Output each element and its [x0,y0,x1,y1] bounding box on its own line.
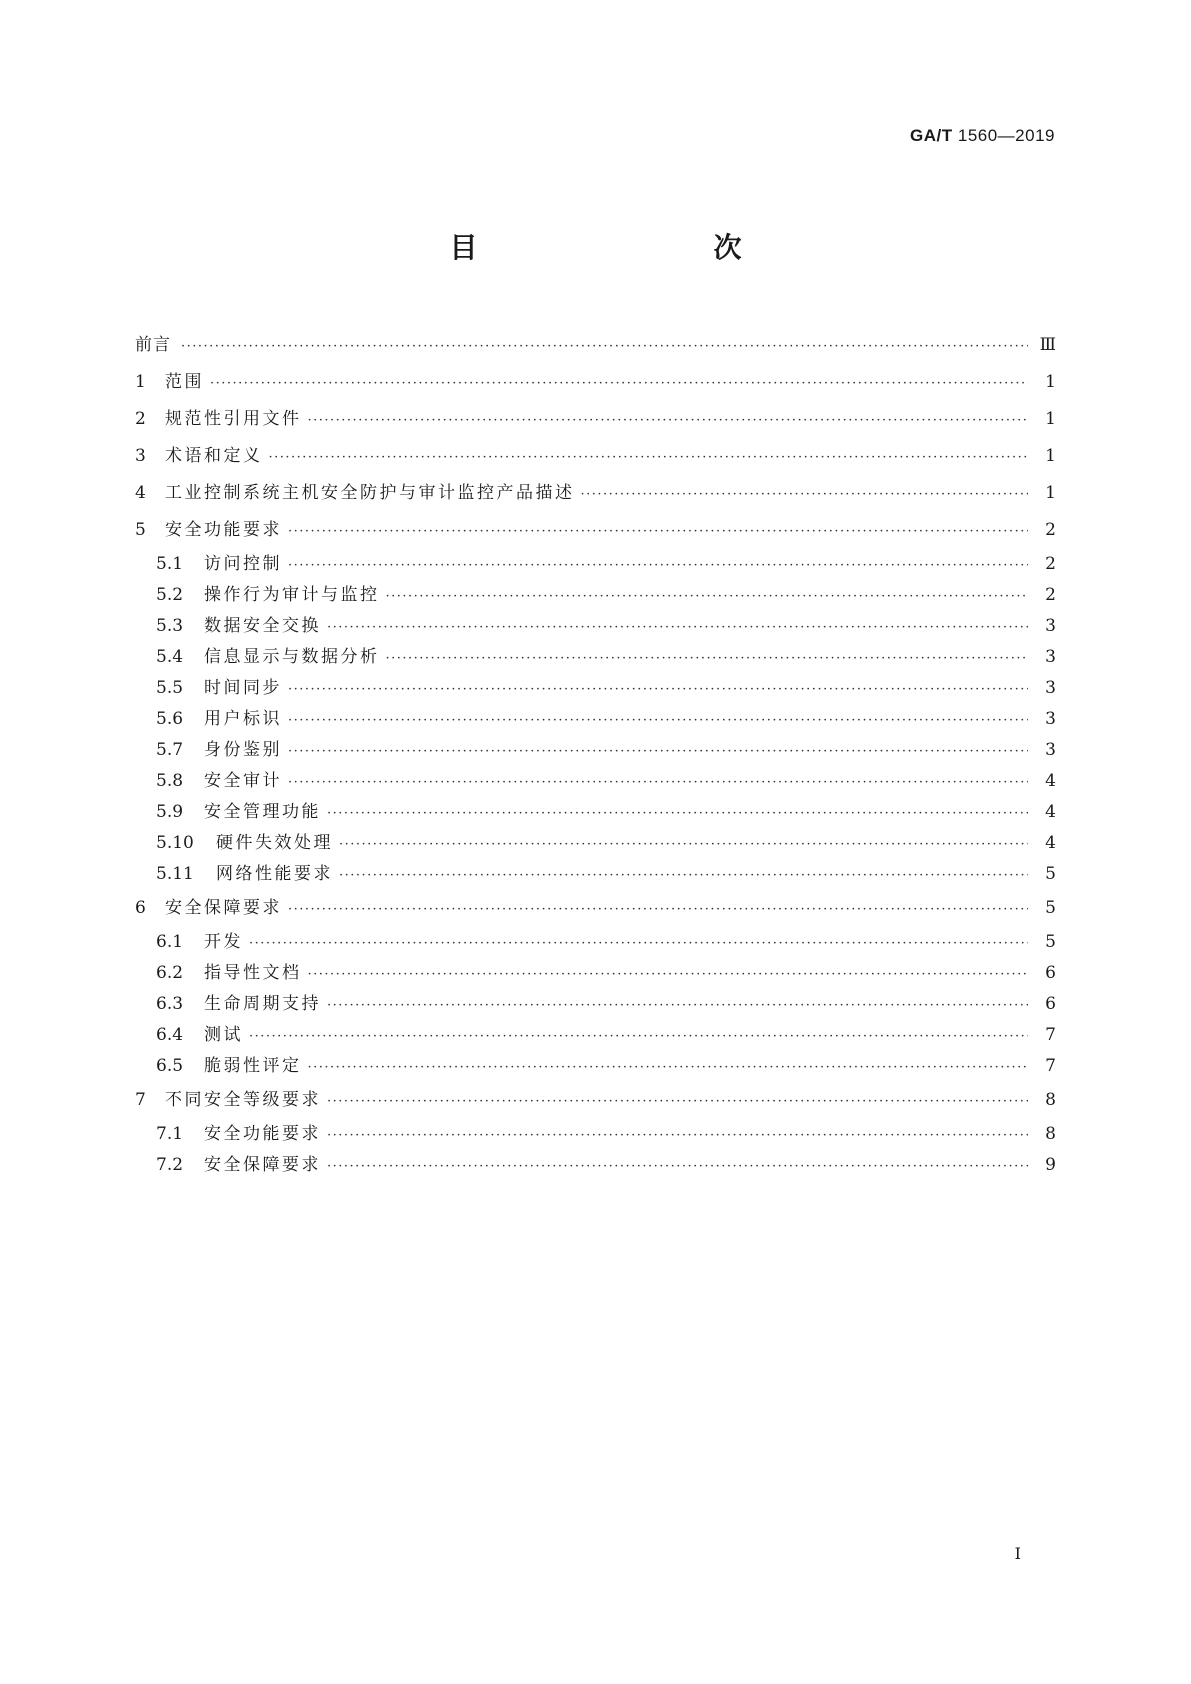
toc-leader [288,736,1028,767]
toc-entry-number: 5.3 [156,616,184,636]
toc-subentry[interactable] [135,642,1056,673]
toc-subentry[interactable] [135,673,1056,704]
toc-entry-number: 5.9 [156,802,184,822]
toc-entry-number: 6.3 [156,994,184,1014]
toc-subentry[interactable] [135,1020,1056,1051]
toc-subentry[interactable] [135,927,1056,958]
toc-subentry[interactable] [135,611,1056,642]
standard-code-number: 1560—2019 [957,126,1055,145]
toc-entry-number: 6 [135,898,146,918]
toc-entry-number: 1 [135,372,146,392]
toc-entry-page: 1 [1045,446,1056,466]
toc-subentry[interactable] [135,549,1056,580]
toc-entry-label: 安全保障要求 [165,898,282,918]
toc-entry-label: 身份鉴别 [204,740,282,760]
toc-leader [181,328,1028,365]
toc-entry-label: 生命周期支持 [204,994,321,1014]
toc-entry-page: 4 [1045,802,1056,822]
toc-entry-number: 3 [135,446,146,466]
toc-entry-page: 5 [1045,932,1056,952]
toc-leader [308,959,1029,990]
toc-entry-label: 术语和定义 [165,446,263,466]
toc-leader [327,1120,1028,1151]
toc-entry-number: 5.7 [156,740,184,760]
toc-entry[interactable] [135,1082,1056,1119]
toc-subentry[interactable] [135,989,1056,1020]
toc-entry-number: 5.4 [156,647,184,667]
toc-entry-page: 5 [1045,898,1056,918]
toc-entry-number: 5.11 [156,864,194,884]
toc-entry-page: 2 [1045,585,1056,605]
toc-entry-number: 5.6 [156,709,184,729]
toc-entry-label: 硬件失效处理 [216,833,333,853]
toc-entry-page: 5 [1045,864,1056,884]
toc-entry[interactable] [135,475,1056,512]
toc-entry-page: 3 [1045,647,1056,667]
toc-entry-page: 8 [1045,1090,1056,1110]
page-number: I [1014,1544,1021,1563]
toc-entry-page: 9 [1045,1155,1056,1175]
toc-entry[interactable] [135,438,1056,475]
toc-subentry[interactable] [135,704,1056,735]
toc-entry-label: 安全功能要求 [165,520,282,540]
toc-leader [288,550,1028,581]
toc-subentry[interactable] [135,1119,1056,1150]
toc-entry-page: 4 [1045,771,1056,791]
toc-entry-page: 6 [1045,994,1056,1014]
toc-entry-label: 安全功能要求 [204,1124,321,1144]
toc-entry-label: 数据安全交换 [204,616,321,636]
toc-entry-number: 6.2 [156,963,184,983]
toc-entry-page: 3 [1045,616,1056,636]
toc-entry-label: 操作行为审计与监控 [204,585,380,605]
toc-entry-number: 5.10 [156,833,194,853]
toc-leader [581,476,1029,513]
toc-entry-label: 前言 [135,335,171,355]
toc-entry-number: 6.4 [156,1025,184,1045]
toc-entry-label: 访问控制 [204,554,282,574]
toc-leader [339,860,1028,891]
toc-entry[interactable] [135,401,1056,438]
toc-entry-page: 2 [1045,520,1056,540]
toc-entry-page: 1 [1045,483,1056,503]
toc-leader [210,365,1028,402]
toc-subentry[interactable] [135,859,1056,890]
toc-subentry[interactable] [135,1051,1056,1082]
toc-leader [249,928,1028,959]
toc-entry[interactable] [135,327,1056,364]
toc-entry-label: 网络性能要求 [216,864,333,884]
toc-leader [288,767,1028,798]
toc-entry[interactable] [135,890,1056,927]
toc-leader [327,1151,1028,1182]
toc-entry-number: 7.2 [156,1155,184,1175]
toc-entry-page: 6 [1045,963,1056,983]
toc-entry-page: 3 [1045,709,1056,729]
toc-leader [288,705,1028,736]
toc-entry-label: 范围 [165,372,204,392]
toc-leader [288,674,1028,705]
toc-subentry[interactable] [135,1150,1056,1181]
toc-entry-number: 5.2 [156,585,184,605]
toc-subentry[interactable] [135,958,1056,989]
toc-entry-label: 开发 [204,932,243,952]
toc-entry-number: 7 [135,1090,146,1110]
toc-entry-label: 不同安全等级要求 [165,1090,321,1110]
toc-entry-number: 6.1 [156,932,184,952]
toc-entry-label: 指导性文档 [204,963,302,983]
toc-subentry[interactable] [135,735,1056,766]
toc-leader [308,1052,1029,1083]
toc-entry-number: 2 [135,409,146,429]
toc-entry-page: 8 [1045,1124,1056,1144]
standard-code [910,126,1055,146]
toc-entry-label: 用户标识 [204,709,282,729]
toc-entry-page: 4 [1045,833,1056,853]
table-of-contents [135,327,1056,1181]
toc-entry-page: 3 [1045,740,1056,760]
toc-entry-label: 测试 [204,1025,243,1045]
toc-entry-page: Ⅲ [1039,335,1056,355]
toc-entry-page: 1 [1045,372,1056,392]
toc-entry-page: 1 [1045,409,1056,429]
toc-leader [288,891,1028,928]
toc-leader [339,829,1028,860]
toc-subentry[interactable] [135,797,1056,828]
toc-leader [308,402,1029,439]
toc-entry-label: 时间同步 [204,678,282,698]
toc-entry-number: 4 [135,483,146,503]
toc-leader [327,1083,1028,1120]
toc-subentry[interactable] [135,766,1056,797]
toc-leader [327,990,1028,1021]
toc-entry-label: 信息显示与数据分析 [204,647,380,667]
toc-leader [288,513,1028,550]
toc-entry-number: 5.8 [156,771,184,791]
toc-entry-page: 7 [1045,1056,1056,1076]
toc-subentry[interactable] [135,828,1056,859]
toc-entry-label: 规范性引用文件 [165,409,302,429]
toc-entry-number: 5.1 [156,554,184,574]
toc-entry-label: 工业控制系统主机安全防护与审计监控产品描述 [165,483,575,503]
toc-leader [386,581,1029,612]
toc-leader [249,1021,1028,1052]
page-title: 目 次 [449,231,802,264]
toc-entry[interactable] [135,364,1056,401]
toc-leader [327,798,1028,829]
toc-entry[interactable] [135,512,1056,549]
toc-entry-number: 7.1 [156,1124,184,1144]
toc-entry-page: 3 [1045,678,1056,698]
toc-subentry[interactable] [135,580,1056,611]
toc-entry-page: 2 [1045,554,1056,574]
toc-entry-number: 6.5 [156,1056,184,1076]
toc-leader [386,643,1029,674]
standard-code-prefix: GA/T [910,126,953,145]
toc-entry-number: 5.5 [156,678,184,698]
toc-entry-label: 安全管理功能 [204,802,321,822]
toc-leader [269,439,1029,476]
toc-entry-label: 安全保障要求 [204,1155,321,1175]
toc-entry-number: 5 [135,520,146,540]
toc-entry-page: 7 [1045,1025,1056,1045]
toc-entry-label: 安全审计 [204,771,282,791]
toc-leader [327,612,1028,643]
toc-entry-label: 脆弱性评定 [204,1056,302,1076]
